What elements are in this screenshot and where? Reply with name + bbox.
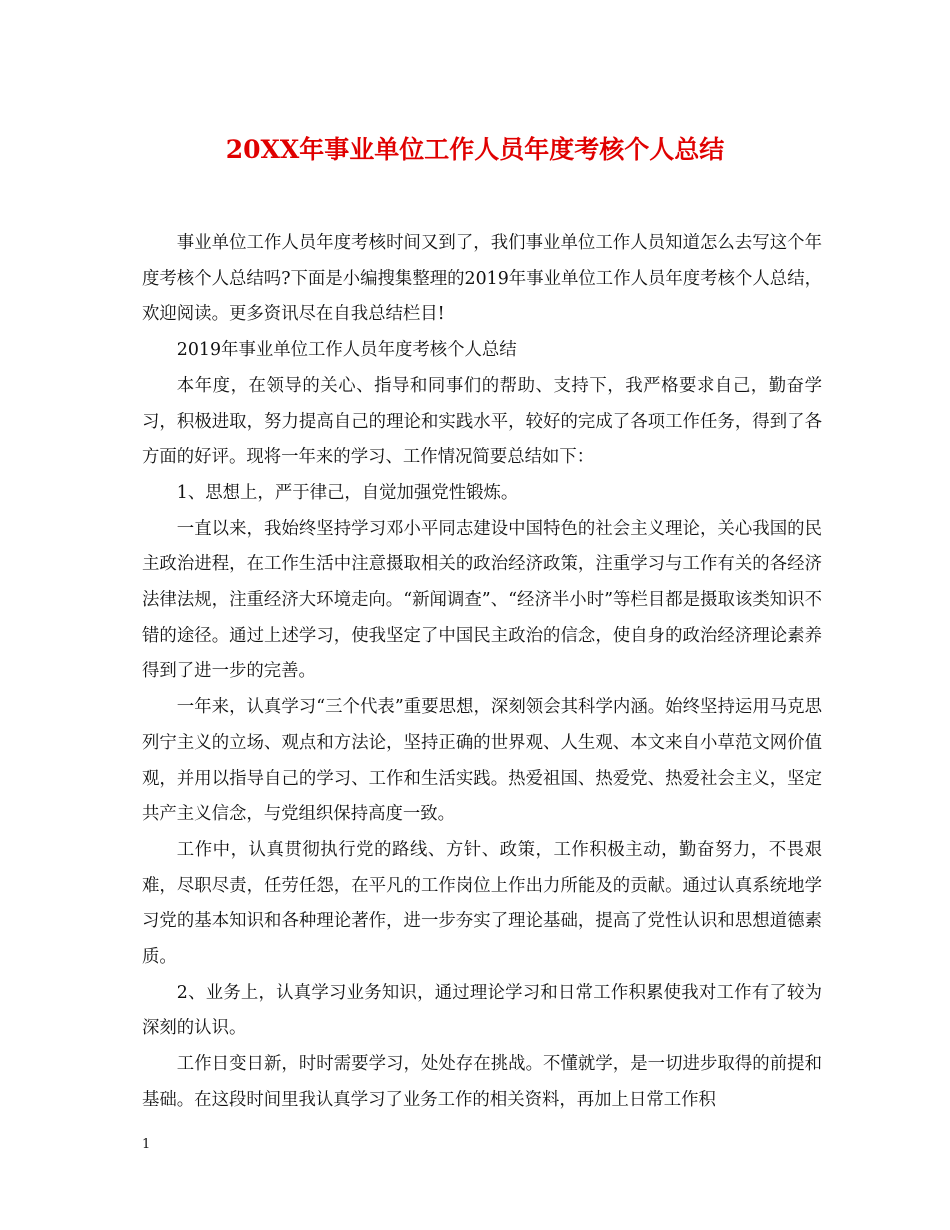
paragraph-intro: 事业单位工作人员年度考核时间又到了，我们事业单位工作人员知道怎么去写这个年度考核个人总结吗?下面是小编搜集整理的2019年事业单位工作人员年度考核个人总结，欢迎阅读。更多资讯尽在自我总结栏目! [142,233,822,325]
document-body [142,226,822,1119]
paragraph-three-represents: 一年来，认真学习“三个代表”重要思想，深刻领会其科学内涵。始终坚持运用马克思列宁主义的立场、观点和方法论，坚持正确的世界观、人生观、本文来自小草范文网价值观，并用以指导自己的学习、工作和生活实践。热爱祖国、热爱党、热爱社会主义，坚定共产主义信念，与党组织保持高度一致。 [142,697,822,825]
paragraph-opening: 本年度，在领导的关心、指导和同事们的帮助、支持下，我严格要求自己，勤奋学习，积极进取，努力提高自己的理论和实践水平，较好的完成了各项工作任务，得到了各方面的好评。现将一年来的学习、工作情况简要总结如下： [142,375,822,468]
paragraph-heading-1: 1、思想上，严于律己，自觉加强党性锻炼。 [176,482,519,503]
page-number: 1 [142,1137,151,1152]
paragraph-heading-2: 2、业务上，认真学习业务知识，通过理论学习和日常工作积累使我对工作有了较为深刻的认识。 [142,982,822,1039]
paragraph-theory: 一直以来，我始终坚持学习邓小平同志建设中国特色的社会主义理论，关心我国的民主政治进程，在工作生活中注意摄取相关的政治经济政策，注重学习与工作有关的各经济法律法规，注重经济大环境走向。“新闻调查”、“经济半小时”等栏目都是摄取该类知识不错的途径。通过上述学习，使我坚定了中国民主政治的信念，使自身的政治经济理论素养得到了进一步的完善。 [142,518,822,682]
document-title: 20XX年事业单位工作人员年度考核个人总结 [225,135,725,164]
paragraph-work: 工作中，认真贯彻执行党的路线、方针、政策，工作积极主动，勤奋努力，不畏艰难，尽职尽责，任劳任怨，在平凡的工作岗位上作出力所能及的贡献。通过认真系统地学习党的基本知识和各种理论著作，进一步夯实了理论基础，提高了党性认识和思想道德素质。 [142,839,822,968]
paragraph-subtitle: 2019年事业单位工作人员年度考核个人总结 [176,340,517,361]
paragraph-study: 工作日变日新，时时需要学习，处处存在挑战。不懂就学，是一切进步取得的前提和基础。在这段时间里我认真学习了业务工作的相关资料，再加上日常工作积 [142,1054,822,1110]
